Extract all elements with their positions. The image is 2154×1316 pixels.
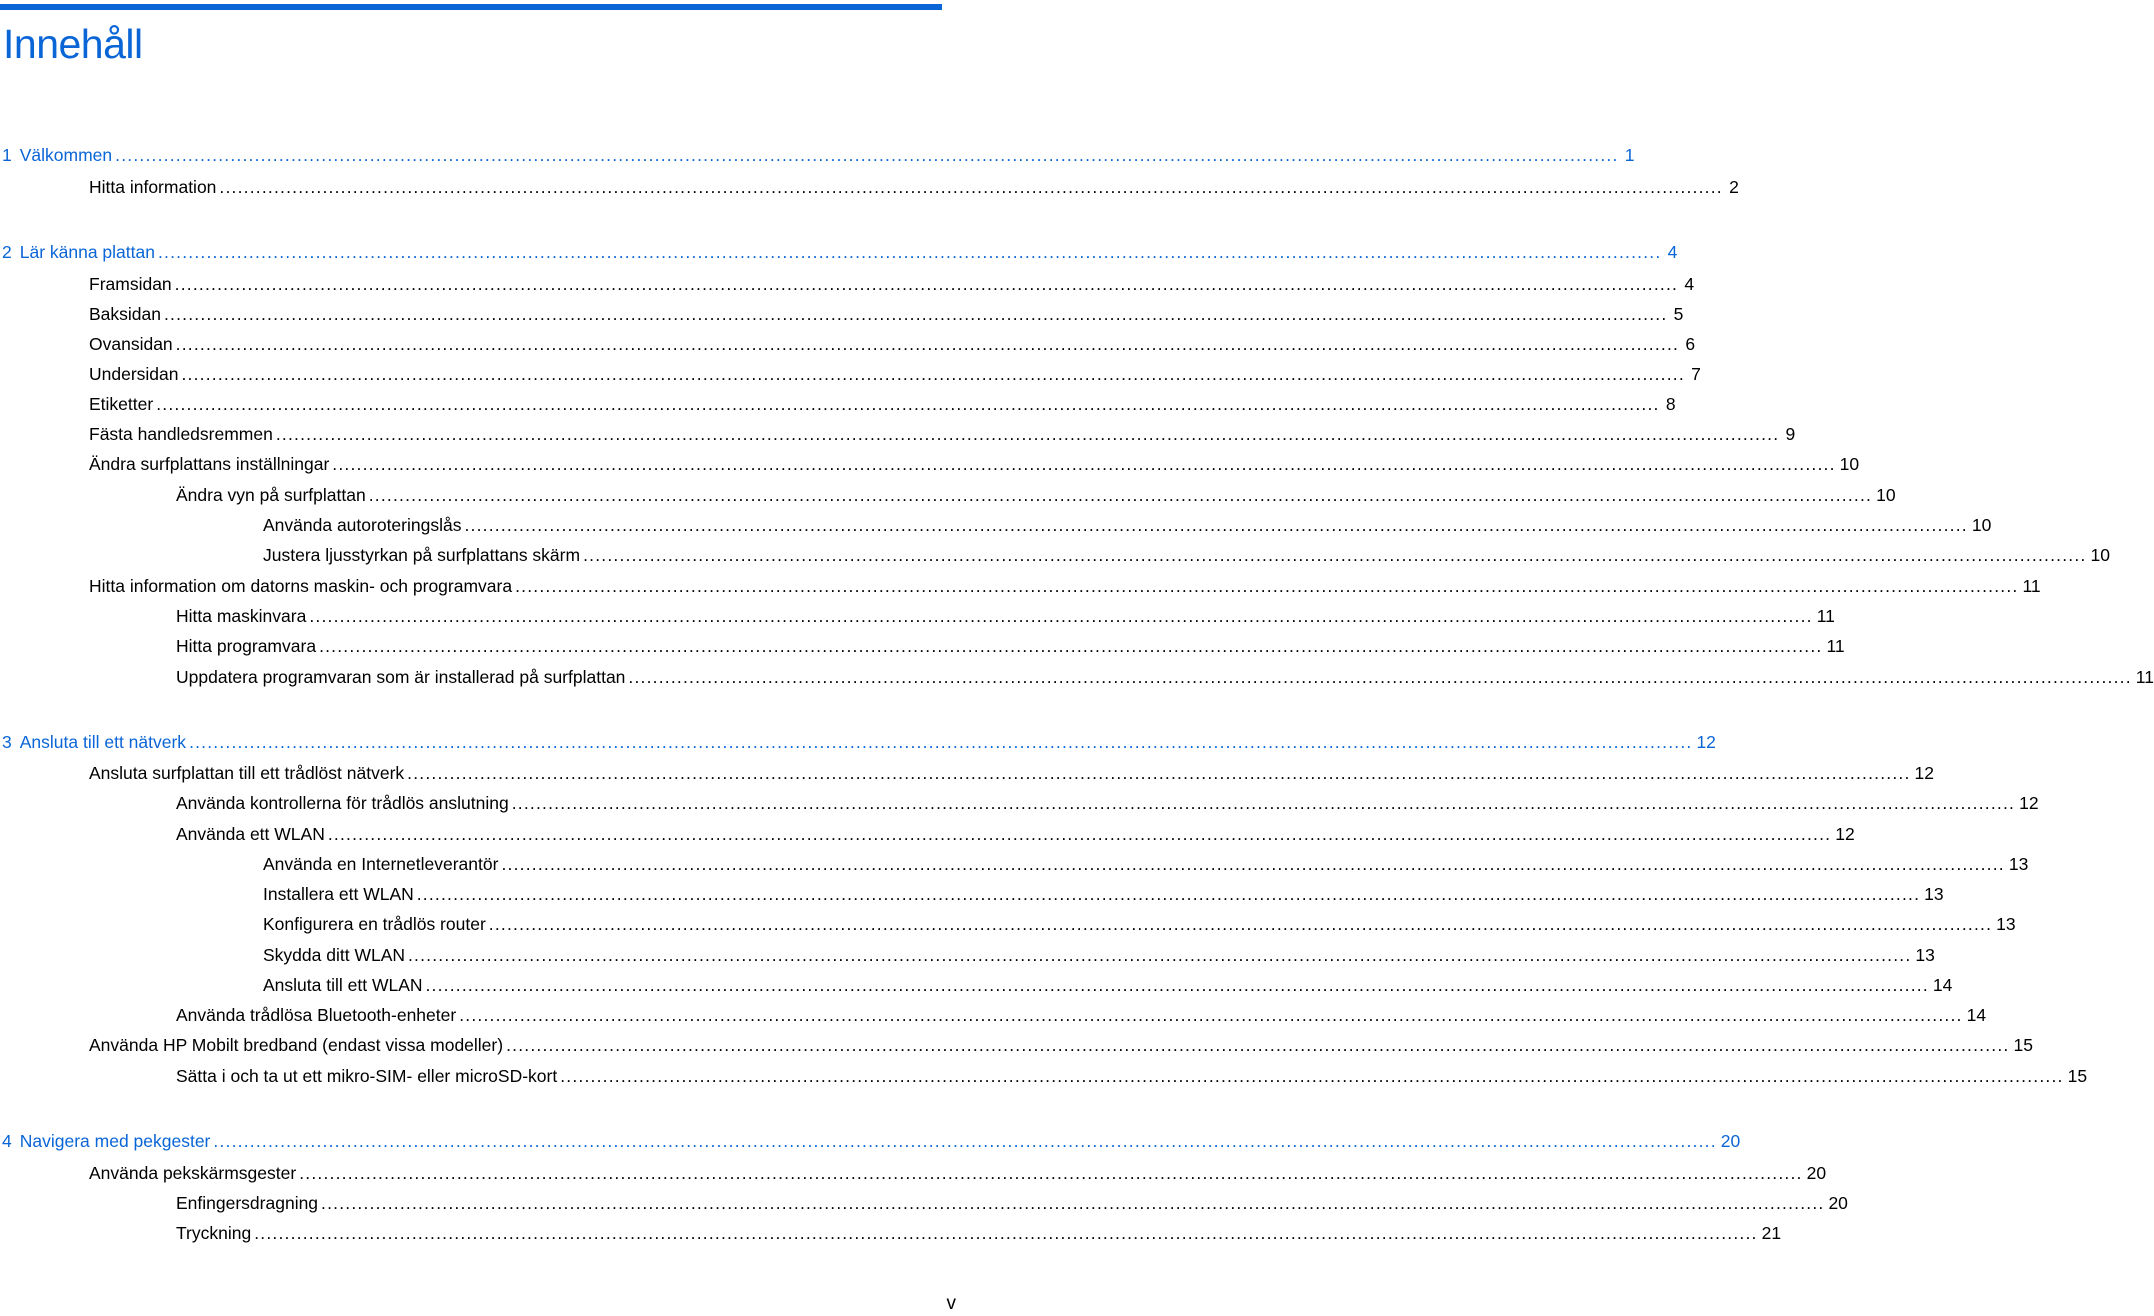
toc-page-number: 15 [2067,1066,2088,1086]
toc-dot-leader [369,482,1872,508]
toc-entry-label: Navigera med pekgester [19,1131,211,1151]
toc-entry-link[interactable] [0,361,1701,387]
page-title: Innehåll [3,21,143,67]
toc-entry-link[interactable] [0,542,2110,568]
toc-chapter-number: 4 [2,1131,12,1151]
toc-page-number: 11 [1816,606,1835,626]
toc-entry-link[interactable] [0,1220,1782,1246]
toc-page-number: 10 [1839,454,1860,474]
toc-page-number: 8 [1665,394,1676,414]
toc-entry-link[interactable] [0,664,2154,690]
toc-dot-leader [512,790,2015,816]
toc-entry-link[interactable] [0,603,1835,629]
toc-entry-label: Undersidan [89,364,179,384]
toc-dot-leader [464,512,1967,538]
toc-page-number: 12 [1835,824,1855,844]
toc-page-number: 13 [1915,945,1935,965]
toc-entry-label: Skydda ditt WLAN [263,945,405,965]
toc-entry-link[interactable] [0,1063,2088,1089]
toc-entry-link[interactable] [0,573,2041,599]
toc-entry-link[interactable] [0,301,1684,327]
toc-page-number: 10 [2090,545,2110,565]
toc-entry-link[interactable] [0,972,1953,998]
toc-entry-link[interactable] [0,881,1944,907]
toc-page-number: 9 [1785,424,1796,444]
toc-dot-leader [219,174,1722,200]
toc-page-number: 4 [1684,274,1695,294]
toc-page-number: 14 [1932,975,1953,995]
toc-dot-leader [164,301,1667,327]
toc-entry-link[interactable] [0,821,1855,847]
toc-entry-link[interactable] [0,421,1796,447]
toc-entry-label: Hitta information [89,177,217,197]
toc-dot-leader [254,1220,1757,1246]
toc-entry-link[interactable] [0,942,1935,968]
toc-entry-link[interactable] [0,790,2039,816]
toc-page-number: 11 [2135,667,2154,687]
toc-entry-label: Hitta maskinvara [176,606,307,626]
toc-entry-label: Ändra surfplattans inställningar [89,454,330,474]
toc-entry-label: Använda pekskärmsgester [89,1163,297,1183]
toc-page-number: 10 [1876,485,1896,505]
toc-entry-link[interactable] [0,1160,1827,1186]
toc-entry-label: Använda ett WLAN [176,824,325,844]
toc-dot-leader [309,603,1812,629]
toc-dot-leader [299,1160,1802,1186]
toc-entry-label: Använda trådlösa Bluetooth-enheter [176,1005,457,1025]
toc-dot-leader [583,542,2086,568]
toc-entry-link[interactable] [0,1002,1987,1028]
toc-dot-leader [156,391,1659,417]
toc-dot-leader [501,851,2004,877]
toc-entry-label: Konfigurera en trådlös router [263,914,486,934]
toc-entry-label: Installera ett WLAN [263,884,414,904]
toc-dot-leader [213,1128,1716,1154]
toc-entry-link[interactable] [0,1190,1848,1216]
toc-entry-label: Använda en Internetleverantör [263,854,499,874]
toc-dot-leader [276,421,1779,447]
toc-dot-leader [176,331,1679,357]
toc-entry-link[interactable] [0,331,1696,357]
toc-page-number: 7 [1691,364,1701,384]
toc-page-number: 11 [2022,576,2041,596]
toc-dot-leader [426,972,1929,998]
toc-page-number: 20 [1720,1131,1741,1151]
toc-dot-leader [459,1002,1962,1028]
toc-entry-label: Framsidan [89,274,172,294]
toc-entry-label: Använda HP Mobilt bredband (endast vissa modeller) [89,1035,504,1055]
toc-entry-label: Ändra vyn på surfplattan [176,485,366,505]
toc-page-number: 10 [1971,515,1992,535]
toc-page-number: 12 [1914,763,1935,783]
toc-entry-label: Tryckning [176,1223,252,1243]
toc-dot-leader [407,760,1910,786]
toc-dot-leader [417,881,1920,907]
toc-dot-leader [506,1032,2009,1058]
toc-entry-link[interactable] [0,174,1739,200]
toc-page-number: 14 [1966,1005,1987,1025]
toc-dot-leader [175,271,1678,297]
toc-chapter-link[interactable] [0,142,1635,168]
toc-entry-link[interactable] [0,633,1845,659]
toc-entry-link[interactable] [0,391,1676,417]
toc-entry-label: Ansluta surfplattan till ett trådlöst nätverk [89,763,405,783]
toc-chapter-number: 1 [2,145,12,165]
toc-dot-leader [182,361,1685,387]
toc-dot-leader [321,1190,1824,1216]
toc-entry-label: Etiketter [89,394,154,414]
toc-chapter-link[interactable] [0,239,1678,265]
toc-page-number: 1 [1624,145,1635,165]
toc-entry-label: Hitta programvara [176,636,317,656]
toc-entry-label: Ansluta till ett nätverk [19,732,187,752]
toc-entry-link[interactable] [0,851,2029,877]
toc-entry-label: Lär känna plattan [19,242,155,262]
toc-dot-leader [408,942,1911,968]
toc-dot-leader [328,821,1831,847]
toc-entry-label: Välkommen [19,145,113,165]
toc-page-number: 2 [1729,177,1739,197]
toc-entry-label: Justera ljusstyrkan på surfplattans skärm [263,545,581,565]
toc-dot-leader [489,911,1992,937]
toc-entry-label: Enfingersdragning [176,1193,319,1213]
toc-entry-label: Ovansidan [89,334,173,354]
toc-page-number: 13 [1996,914,2016,934]
toc-entry-link[interactable] [0,512,1992,538]
toc-entry-label: Använda autoroteringslås [263,515,462,535]
toc-dot-leader [158,239,1661,265]
toc-entry-label: Uppdatera programvaran som är installerad på surfplattan [176,667,626,687]
toc-page-number: 13 [2008,854,2029,874]
toc-dot-leader [332,451,1835,477]
toc-entry-label: Använda kontrollerna för trådlös anslutning [176,793,509,813]
toc-entry-label: Fästa handledsremmen [89,424,273,444]
toc-dot-leader [515,573,2018,599]
toc-page-number: 4 [1667,242,1678,262]
toc-chapter-number: 2 [2,242,12,262]
toc-page-number: 12 [1696,732,1716,752]
page-number: v [946,1293,956,1314]
toc-chapter-link[interactable] [0,1128,1741,1154]
toc-chapter-number: 3 [2,732,12,752]
toc-dot-leader [319,633,1822,659]
toc-page-number: 20 [1806,1163,1827,1183]
toc-page-number: 6 [1685,334,1696,354]
toc-dot-leader [115,142,1618,168]
toc-entry-link[interactable] [0,1032,2033,1058]
toc-entry-label: Hitta information om datorns maskin- och programvara [89,576,513,596]
toc-entry-link[interactable] [0,451,1860,477]
toc-page-number: 5 [1673,304,1684,324]
toc-entry-label: Ansluta till ett WLAN [263,975,423,995]
toc-page-number: 13 [1924,884,1944,904]
toc-chapter-link[interactable] [0,729,1716,755]
toc-entry-label: Baksidan [89,304,161,324]
toc-entry-link[interactable] [0,271,1695,297]
toc-page-number: 12 [2019,793,2039,813]
toc-page-number: 11 [1826,636,1845,656]
toc-page-number: 15 [2013,1035,2033,1055]
toc-entry-label: Sätta i och ta ut ett mikro-SIM- eller microSD-kort [176,1066,558,1086]
toc-entry-link[interactable] [0,482,1896,508]
toc-dot-leader [189,729,1692,755]
toc-dot-leader [560,1063,2063,1089]
toc-entry-link[interactable] [0,911,2016,937]
toc-dot-leader [628,664,2131,690]
toc-page-number: 20 [1828,1193,1848,1213]
toc-page-number: 21 [1761,1223,1782,1243]
toc-entry-link[interactable] [0,760,1935,786]
